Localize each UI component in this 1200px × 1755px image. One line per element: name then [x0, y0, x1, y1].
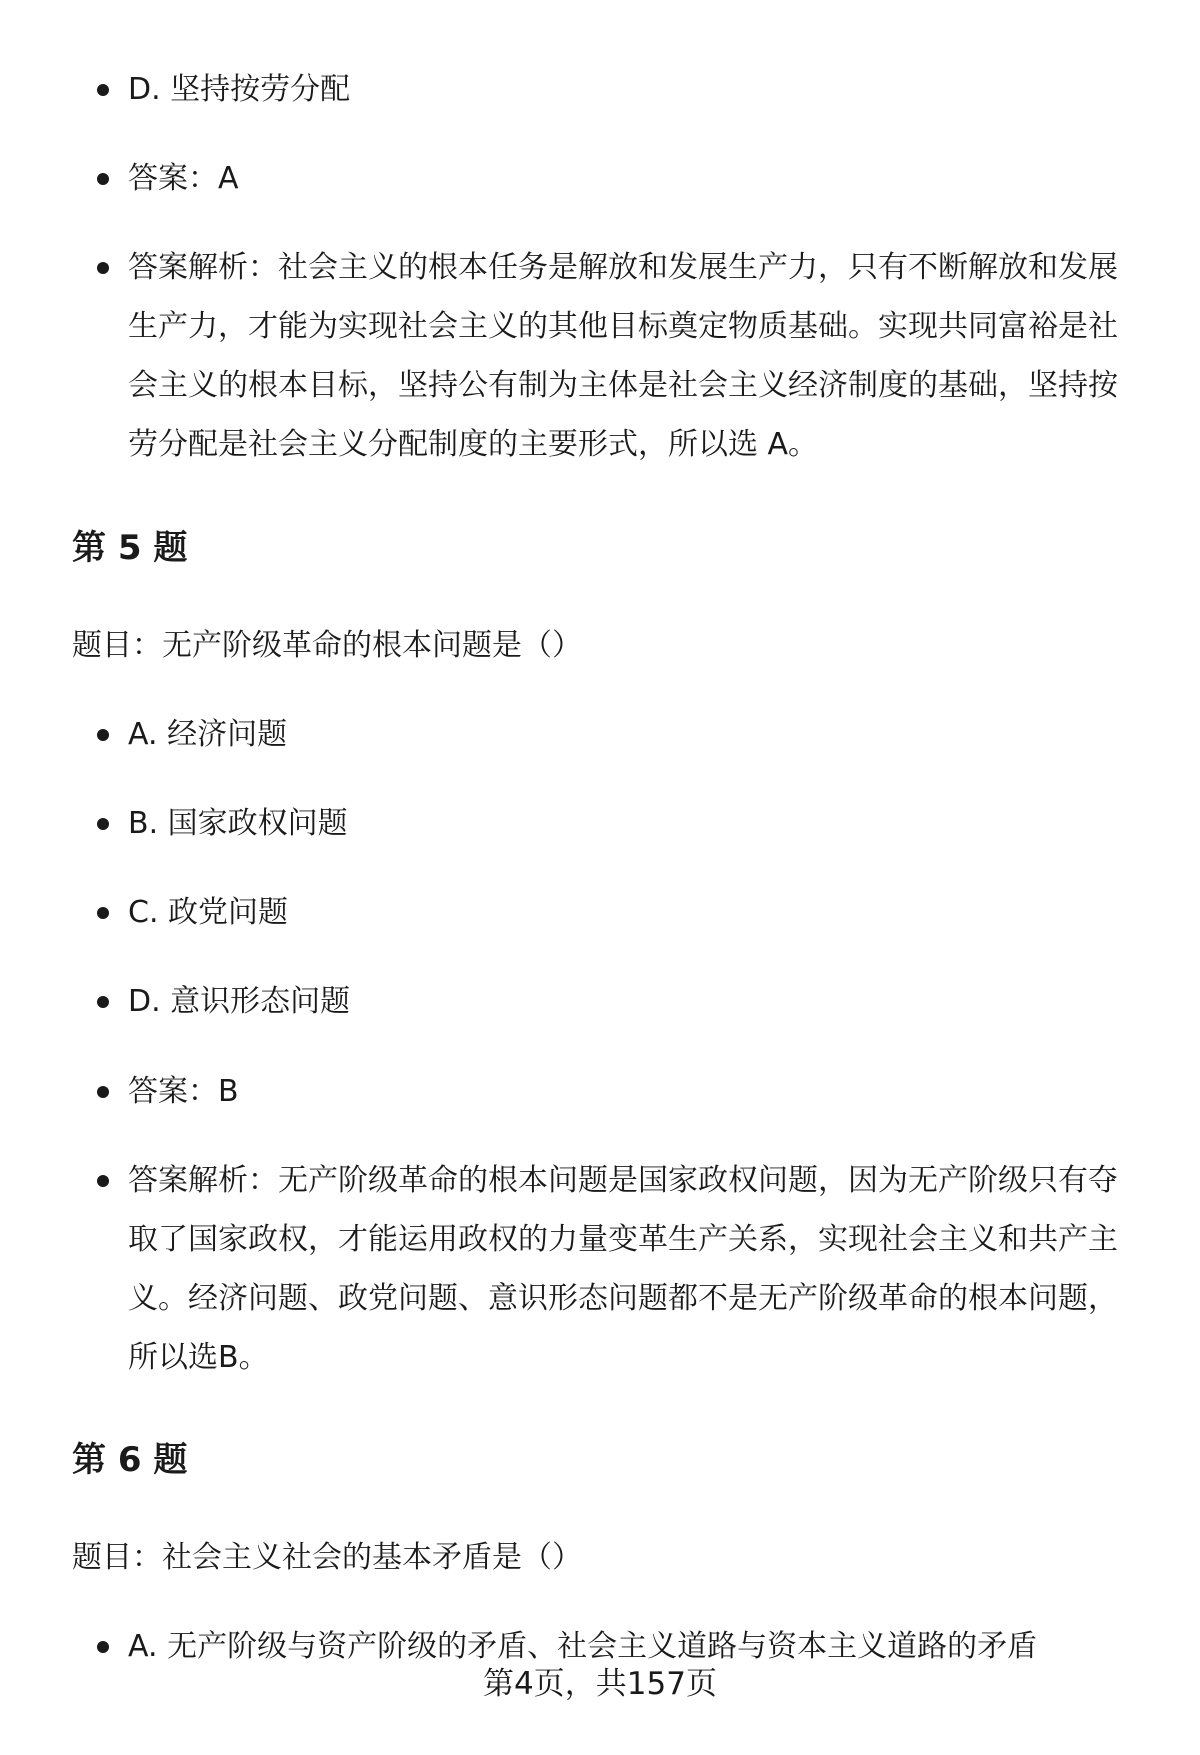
list-bullet: [97, 84, 109, 96]
list-bullet: [97, 262, 109, 274]
option-c: C. 政党问题: [128, 895, 289, 930]
page-number: 第4页，共157页: [483, 1666, 717, 1702]
option-d: D. 坚持按劳分配: [128, 72, 351, 107]
question-text: 题目：社会主义社会的基本矛盾是（）: [72, 1540, 582, 1575]
answer-explanation: 答案解析：社会主义的根本任务是解放和发展生产力，只有不断解放和发展生产力，才能为实现社会主义的其他目标奠定物质基础。实现共同富裕是社会主义的根本目标，坚持公有制为主体是社会主义经济制度的基础，坚持按劳分配是社会主义分配制度的主要形式，所以选 A。: [128, 250, 1118, 462]
list-bullet: [97, 907, 109, 919]
answer: 答案：B: [128, 1074, 239, 1109]
list-bullet: [97, 1641, 109, 1653]
option-d: D. 意识形态问题: [128, 984, 351, 1019]
question-heading: 第 6 题: [72, 1440, 188, 1480]
option-a: A. 经济问题: [128, 717, 288, 752]
option-b: B. 国家政权问题: [128, 806, 348, 841]
answer: 答案：A: [128, 161, 239, 196]
list-bullet: [97, 729, 109, 741]
list-bullet: [97, 173, 109, 185]
option-a: A. 无产阶级与资产阶级的矛盾、社会主义道路与资本主义道路的矛盾: [128, 1629, 1038, 1664]
question-heading: 第 5 题: [72, 528, 188, 568]
question-text: 题目：无产阶级革命的根本问题是（）: [72, 628, 582, 663]
list-bullet: [97, 818, 109, 830]
answer-explanation: 答案解析：无产阶级革命的根本问题是国家政权问题，因为无产阶级只有夺取了国家政权，才能运用政权的力量变革生产关系，实现社会主义和共产主义。经济问题、政党问题、意识形态问题都不是无产阶级革命的根本问题，所以选B。: [128, 1163, 1118, 1375]
list-bullet: [97, 1086, 109, 1098]
list-bullet: [97, 1175, 109, 1187]
list-bullet: [97, 996, 109, 1008]
